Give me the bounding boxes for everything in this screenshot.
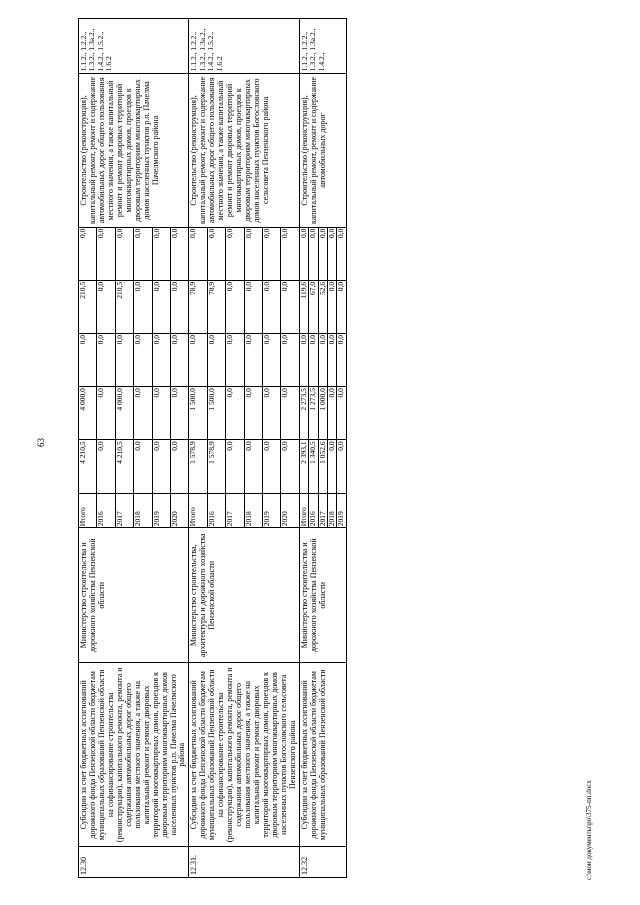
value-total: 0,0 [281,440,299,493]
year-cell: Итого [299,493,308,528]
value-regional: 0,0 [79,334,97,387]
indicator-codes: 1.1.2., 1.2.2., 1.3.2., 1.3а.2., 1.4.2., [299,19,346,74]
value-federal: 0,0 [244,387,262,440]
value-other: 0,0 [226,227,244,280]
row-number: 12.31. [189,847,299,878]
value-total: 4 210,5 [115,440,133,493]
value-local: 0,0 [97,280,115,333]
table-row [189,19,207,878]
rotated-table-container [78,18,594,878]
value-federal: 0,0 [337,387,346,440]
year-cell: 2018 [328,493,337,528]
executor: Министерство строительства и дорожного хозяйства Пензенской области [299,528,346,663]
executor: Министерство строительства, архитектуры и дорожного хозяйства Пензенской области [189,528,299,663]
value-federal: 0,0 [97,387,115,440]
value-regional: 0,0 [171,334,189,387]
value-federal: 4 000,0 [115,387,133,440]
value-regional: 0,0 [207,334,225,387]
year-cell: 2019 [152,493,170,528]
value-total: 2 393,1 [299,440,308,493]
value-regional: 0,0 [97,334,115,387]
value-other: 0,0 [171,227,189,280]
value-total: 0,0 [337,440,346,493]
value-local: 67,0 [309,280,318,333]
value-other: 0,0 [309,227,318,280]
value-other: 0,0 [244,227,262,280]
value-regional: 0,0 [226,334,244,387]
value-regional: 0,0 [134,334,152,387]
value-local: 0,0 [134,280,152,333]
value-federal: 0,0 [263,387,281,440]
value-other: 0,0 [152,227,170,280]
value-local: 210,5 [79,280,97,333]
value-regional: 0,0 [152,334,170,387]
value-local: 0,0 [152,280,170,333]
footer-path: c:\мои документы\ро\375-пп.docx [585,780,593,880]
value-regional: 0,0 [328,334,337,387]
value-local: 0,0 [281,280,299,333]
row-number: 12.30 [79,847,189,878]
value-other: 0,0 [263,227,281,280]
indicator-codes: 1.1.2., 1.2.2., 1.3.2., 1.3а.2., 1.4.2., 1.5.2., 1.6.2 [189,19,299,74]
value-regional: 0,0 [337,334,346,387]
year-cell: 2018 [134,493,152,528]
value-local: 78,9 [207,280,225,333]
value-federal: 0,0 [134,387,152,440]
value-other: 0,0 [281,227,299,280]
year-cell: 2019 [263,493,281,528]
value-total: 0,0 [226,440,244,493]
year-cell: 2019 [337,493,346,528]
value-federal: 4 000,0 [79,387,97,440]
value-other: 0,0 [318,227,327,280]
table-body [79,19,347,878]
value-total: 1 340,5 [309,440,318,493]
value-other: 0,0 [189,227,207,280]
year-cell: 2017 [226,493,244,528]
value-federal: 0,0 [226,387,244,440]
value-total: 0,0 [263,440,281,493]
expected-result: Строительство (реконструкция), капитальный ремонт, ремонт и содержание автомобильных дорог [299,74,346,227]
value-other: 0,0 [337,227,346,280]
year-cell: 2020 [281,493,299,528]
value-total: 0,0 [152,440,170,493]
activity-name: Субсидии за счет бюджетных ассигнований дорожного фонда Пензенской области бюджетам муниципальных образований Пензенской области [299,663,346,847]
value-regional: 0,0 [281,334,299,387]
year-cell: 2018 [244,493,262,528]
value-local: 0,0 [263,280,281,333]
expected-result: Строительство (реконструкция), капитальный ремонт, ремонт и содержание автомобильных дорог общего пользования местного значения, а также капитальный ремонт и ремонт дворовых территорий многоквартирных домов, проездов к дворовым территориям многоквартирных домов населенных пунктов Богословского сельсовета Пензенского района [189,74,299,227]
row-number: 12.32 [299,847,346,878]
year-cell: 2017 [318,493,327,528]
value-other: 0,0 [299,227,308,280]
value-local: 52,6 [318,280,327,333]
activity-name: Субсидии за счет бюджетных ассигнований дорожного фонда Пензенской области бюджетам муниципальных образований Пензенской области на софинансирование строительства (реконструкции), капитального ремонта, ремонта и содержания автомобильных дорог общего пользования местного значения, а также на капитальный ремонт и ремонт дворовых территорий многоквартирных домов, проездов к дворовым территориям многоквартирных домов населенных пунктов Богословского сельсовета Пензенского района [189,663,299,847]
value-local: 0,0 [328,280,337,333]
year-cell: Итого [189,493,207,528]
value-federal: 0,0 [171,387,189,440]
value-federal: 1 500,0 [189,387,207,440]
value-federal: 1 500,0 [207,387,225,440]
value-regional: 0,0 [299,334,308,387]
value-regional: 0,0 [318,334,327,387]
value-total: 1 578,9 [207,440,225,493]
value-other: 0,0 [328,227,337,280]
year-cell: 2020 [171,493,189,528]
value-federal: 2 273,5 [299,387,308,440]
value-total: 1 578,9 [189,440,207,493]
value-total: 0,0 [244,440,262,493]
year-cell: 2016 [97,493,115,528]
program-activities-table [78,18,347,878]
value-local: 0,0 [171,280,189,333]
year-cell: 2016 [309,493,318,528]
value-local: 119,6 [299,280,308,333]
value-federal: 1 000,0 [318,387,327,440]
value-local: 0,0 [244,280,262,333]
value-total: 0,0 [134,440,152,493]
value-other: 0,0 [207,227,225,280]
value-other: 0,0 [79,227,97,280]
value-total: 1 052,6 [318,440,327,493]
value-regional: 0,0 [115,334,133,387]
page-number: 63 [36,438,46,447]
year-cell: 2017 [115,493,133,528]
value-regional: 0,0 [309,334,318,387]
table-row [79,19,97,878]
value-federal: 0,0 [152,387,170,440]
value-other: 0,0 [134,227,152,280]
value-federal: 0,0 [281,387,299,440]
value-regional: 0,0 [244,334,262,387]
value-total: 4 210,5 [79,440,97,493]
executor: Министерство строительства и дорожного хозяйства Пензенской области [79,528,189,663]
indicator-codes: 1.1.2., 1.2.2., 1.3.2., 1.3а.2., 1.4.2., 1.5.2., 1.6.2 [79,19,189,74]
value-local: 0,0 [337,280,346,333]
value-total: 0,0 [328,440,337,493]
value-federal: 0,0 [328,387,337,440]
activity-name: Субсидии за счет бюджетных ассигнований дорожного фонда Пензенской области бюджетам муниципальных образований Пензенской области на софинансирование строительства (реконструкции), капитального ремонта, ремонта и содержания автомобильных дорог общего пользования местного значения, а также на капитальный ремонт и ремонт дворовых территорий многоквартирных домов, проездов к дворовым территориям многоквартирных домов населенных пунктов р.п. Пачелма Пачелмского района [79,663,189,847]
value-local: 0,0 [226,280,244,333]
year-cell: 2016 [207,493,225,528]
value-local: 210,5 [115,280,133,333]
value-other: 0,0 [97,227,115,280]
value-local: 78,9 [189,280,207,333]
expected-result: Строительство (реконструкция), капитальный ремонт, ремонт и содержание автомобильных дорог общего пользования местного значения, а также капитальный ремонт и ремонт дворовых территорий многоквартирных домов, проездов к дворовым территориям многоквартирных домов населенных пунктов р.п. Пачелма Пачелмского района [79,74,189,227]
value-total: 0,0 [171,440,189,493]
value-regional: 0,0 [263,334,281,387]
value-federal: 1 273,5 [309,387,318,440]
value-total: 0,0 [97,440,115,493]
year-cell: Итого [79,493,97,528]
value-regional: 0,0 [189,334,207,387]
value-other: 0,0 [115,227,133,280]
